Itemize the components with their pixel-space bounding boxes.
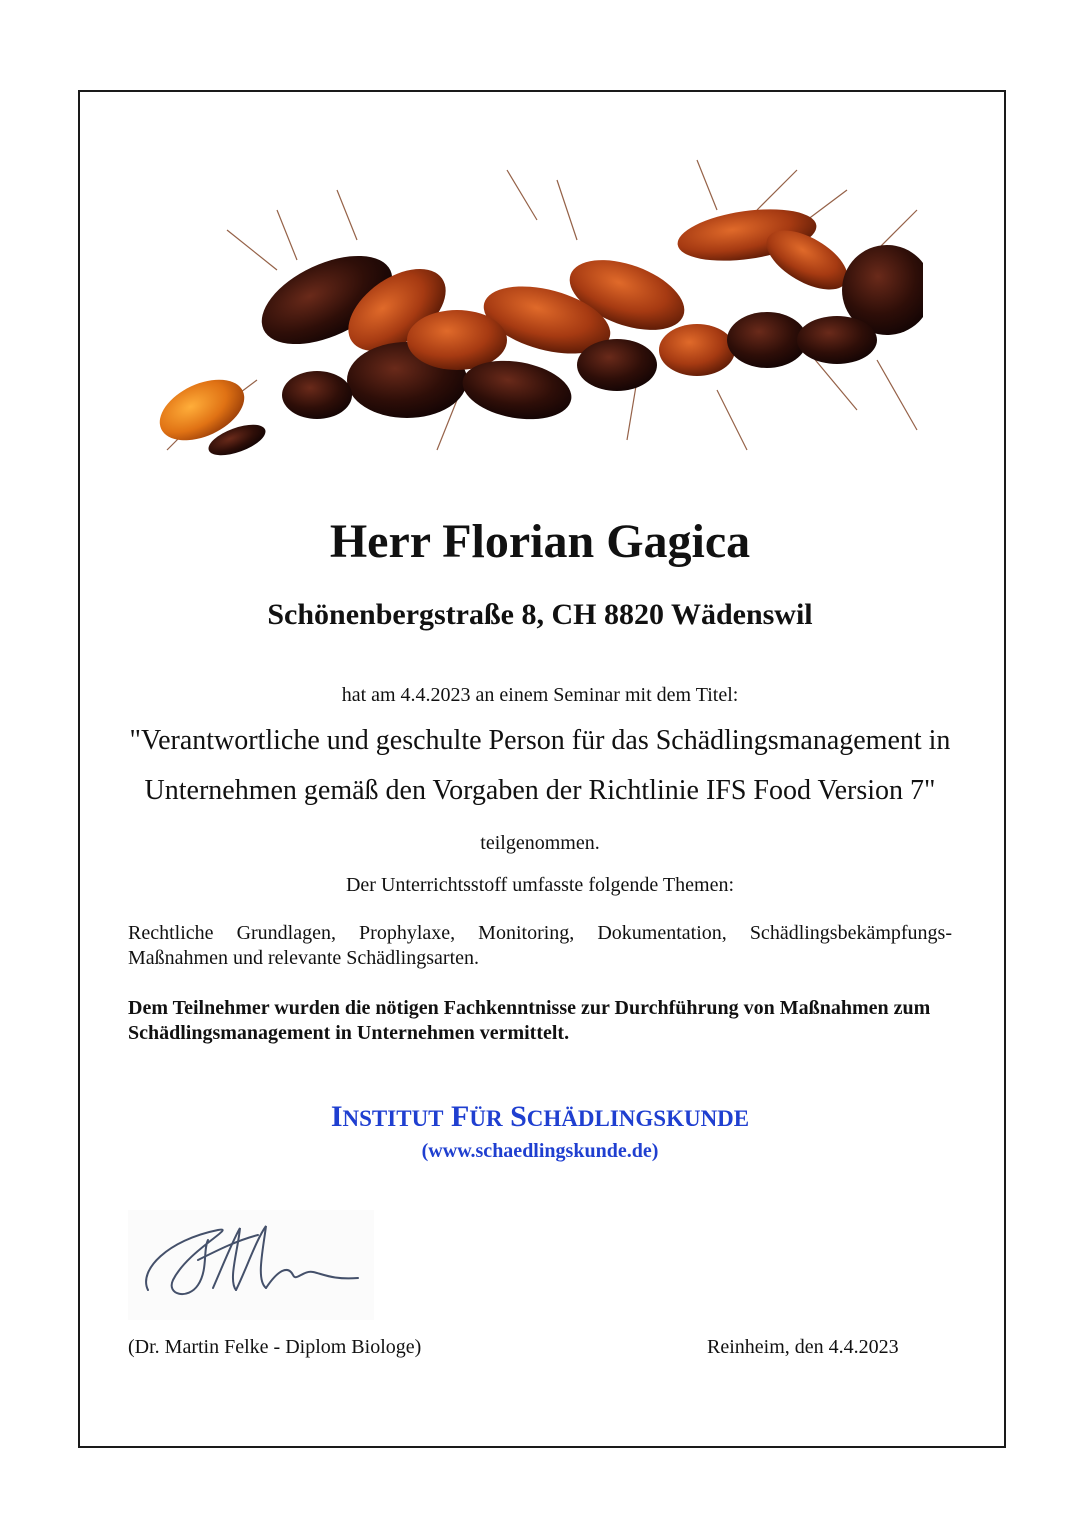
seminar-title-block xyxy=(100,716,980,868)
topics-intro: Der Unterrichtsstoff umfasste folgende Themen: xyxy=(345,874,735,896)
recipient-name: Herr Florian Gagica xyxy=(329,515,751,568)
place-date: Reinheim, den 4.4.2023 xyxy=(707,1336,899,1358)
seminar-title: "Verantwortliche und geschulte Person für das Schädlingsmanagement in Unternehmen gemäß den Vorgaben der Richtlinie IFS Food Version 7" xyxy=(129,725,951,806)
intro-line: hat am 4.4.2023 an einem Seminar mit dem Titel: xyxy=(341,684,739,706)
signature xyxy=(128,1210,374,1320)
cockroach-photo xyxy=(157,150,923,490)
signer-name: (Dr. Martin Felke - Diplom Biologe) xyxy=(128,1336,422,1358)
qualification-statement: Dem Teilnehmer wurden die nötigen Fachkenntnisse zur Durchführung von Maßnahmen zum Schädlingsmanagement in Unternehmen vermittelt. xyxy=(128,997,931,1044)
title-suffix: teilgenommen. xyxy=(480,832,600,854)
topics-list: Rechtliche Grundlagen, Prophylaxe, Monitoring, Dokumentation, Schädlingsbekämpfungs-Maßnahmen und relevante Schädlingsarten. xyxy=(128,922,952,969)
recipient-address: Schönenbergstraße 8, CH 8820 Wädenswil xyxy=(267,598,813,631)
institute-website: (www.schaedlingskunde.de) xyxy=(421,1140,659,1162)
institute-name: INSTITUT FÜR SCHÄDLINGSKUNDE xyxy=(330,1100,750,1133)
